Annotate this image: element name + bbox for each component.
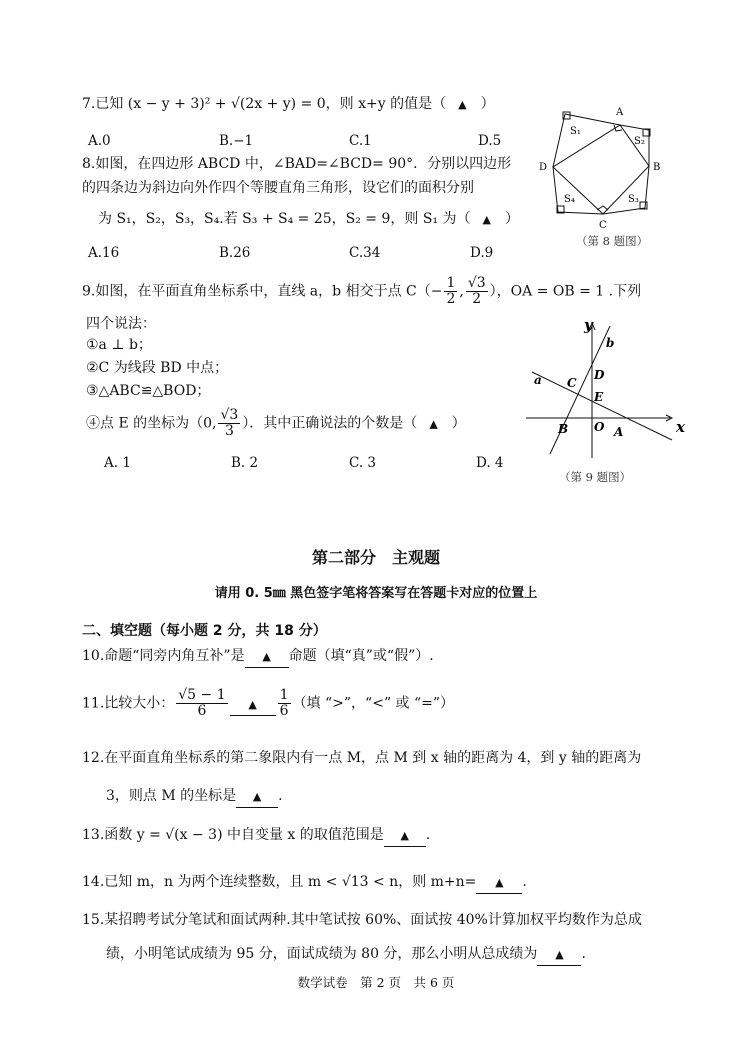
q15-line1: 15.某招聘考试分笔试和面试两种.其中笔试按 60%、面试按 40%计算加权平均数作为总成 xyxy=(82,912,642,928)
label-b: B xyxy=(653,162,661,173)
answer-mark: ▲ xyxy=(248,697,257,711)
q14: 14.已知 m，n 为两个连续整数，且 m < √13 < n，则 m+n= ▲ . xyxy=(82,872,527,894)
triangle-s1-s4-outline xyxy=(553,114,620,167)
q9-statement-1: ①a ⊥ b； xyxy=(86,337,152,353)
label-y: y xyxy=(584,318,593,334)
answer-mark: ▲ xyxy=(458,98,467,111)
label-b-line: b xyxy=(606,336,615,350)
q9-option-a: A. 1 xyxy=(104,455,131,471)
answer-mark: ▲ xyxy=(555,948,564,961)
label-c: C xyxy=(567,376,577,390)
label-d: D xyxy=(594,368,605,382)
q9-statement-3: ③△ABC≌△BOD； xyxy=(86,383,211,399)
q8-option-b: B.26 xyxy=(219,245,251,261)
q12-line2: 3，则点 M 的坐标是 ▲ . xyxy=(106,786,283,808)
q8-line1: 8.如图，在四边形 ABCD 中，∠BAD=∠BCD= 90°．分别以四边形 xyxy=(82,156,512,172)
label-a-line: a xyxy=(534,373,542,387)
label-c: C xyxy=(599,220,607,231)
q10: 10.命题“同旁内角互补”是 ▲ 命题（填“真”或“假”）. xyxy=(82,646,434,668)
q13: 13.函数 y = √(x − 3) 中自变量 x 的取值范围是 ▲ . xyxy=(82,825,430,847)
section-heading: 二、填空题（每小题 2 分，共 18 分） xyxy=(82,623,327,639)
q8-option-c: C.34 xyxy=(349,245,381,261)
q7-option-b: B.−1 xyxy=(219,133,254,149)
q8-line2: 的四条边为斜边向外作四个等腰直角三角形，设它们的面积分别 xyxy=(82,180,474,196)
q8-option-d: D.9 xyxy=(470,245,494,261)
part2-instruction: 请用 0. 5㎜ 黑色签字笔将答案写在答题卡对应的位置上 xyxy=(214,586,538,601)
q9-line1: 9.如图，在平面直角坐标系中，直线 a，b 相交于点 C（− $\frac{1}{2}$ , $\frac{√3}{2}$ ），OA = OB = 1 .下列 xyxy=(82,275,642,307)
fraction: $\frac{1}{6}$ xyxy=(279,687,289,719)
q9-statement-4: ④点 E 的坐标为（0, $\frac{√3}{3}$ ）．其中正确说法的个数是（ ▲ ） xyxy=(86,407,466,439)
label-a-point: A xyxy=(614,425,624,439)
label-a: A xyxy=(616,107,624,118)
answer-mark: ▲ xyxy=(429,417,438,431)
answer-mark: ▲ xyxy=(262,650,271,663)
q7-stem: 7.已知 (x − y + 3)² + √(2x + y) = 0，则 x+y 的值是（ ▲ ） xyxy=(82,96,495,112)
answer-mark: ▲ xyxy=(400,829,410,842)
q11: 11.比较大小： $\frac{√5 - 1}{6}$ ▲ $\frac{1}{6}$ （填 “>”，“<” 或 “=”） xyxy=(82,687,455,719)
q9-option-d: D. 4 xyxy=(476,455,504,471)
q9-option-c: C. 3 xyxy=(349,455,377,471)
page-footer: 数学试卷 第 2 页 共 6 页 xyxy=(297,975,455,990)
part2-title: 第二部分 主观题 xyxy=(311,548,440,567)
figure-9 xyxy=(520,318,690,460)
q9-statement-2: ②C 为线段 BD 中点； xyxy=(86,360,229,376)
label-o: O xyxy=(594,420,605,434)
figure-8 xyxy=(530,100,670,240)
q8-option-a: A.16 xyxy=(88,245,120,261)
fraction: $\frac{√3}{2}$ xyxy=(467,275,486,307)
q9-line2: 四个说法： xyxy=(86,316,156,332)
q7-option-c: C.1 xyxy=(349,133,372,149)
q12-line1: 12.在平面直角坐标系的第二象限内有一点 M，点 M 到 x 轴的距离为 4，到 y 轴的距离为 xyxy=(82,750,642,766)
answer-mark: ▲ xyxy=(482,213,491,226)
q7-option-a: A.0 xyxy=(88,133,111,149)
q15-line2: 绩，小明笔试成绩为 95 分，面试成绩为 80 分，那么小明从总成绩为 ▲ . xyxy=(106,944,586,966)
right-angle-marker xyxy=(597,206,608,210)
q9-option-b: B. 2 xyxy=(231,455,259,471)
label-x: x xyxy=(676,418,685,436)
label-s1: S₁ xyxy=(570,126,581,137)
q8-line3: 为 S₁，S₂，S₃，S₄.若 S₃ + S₄ = 25，S₂ = 9，则 S₁ 为（ ▲ ） xyxy=(98,211,519,227)
label-d: D xyxy=(539,162,548,173)
figure-9-caption: （第 9 题图） xyxy=(559,470,632,484)
fraction: $\frac{√5 - 1}{6}$ xyxy=(178,687,226,719)
label-s3: S₃ xyxy=(628,194,639,205)
answer-mark: ▲ xyxy=(252,790,262,803)
fraction: $\frac{1}{2}$ xyxy=(446,275,456,307)
label-s4: S₄ xyxy=(564,194,575,205)
label-s2: S₂ xyxy=(634,136,645,147)
q7-option-d: D.5 xyxy=(478,133,502,149)
label-e: E xyxy=(594,390,604,404)
figure-8-caption: （第 8 题图） xyxy=(576,234,649,248)
label-b-point: B xyxy=(558,422,569,436)
answer-mark: ▲ xyxy=(495,876,504,889)
fraction: $\frac{√3}{3}$ xyxy=(220,407,239,439)
